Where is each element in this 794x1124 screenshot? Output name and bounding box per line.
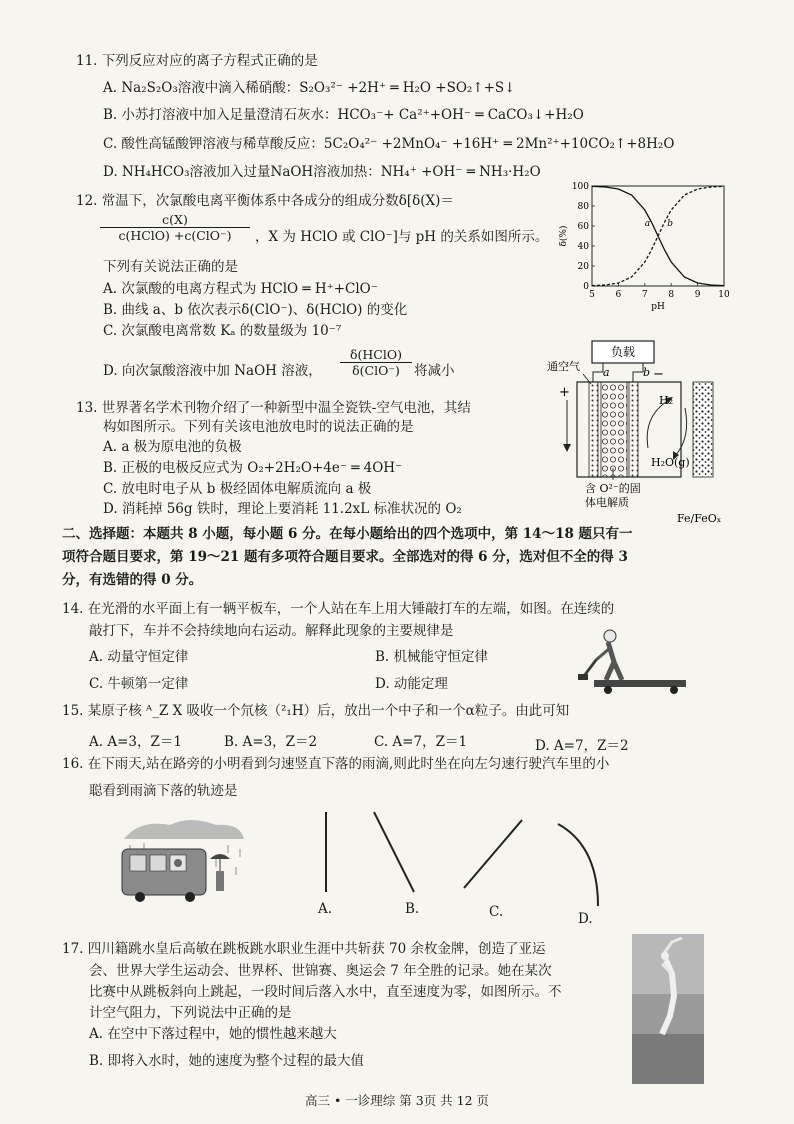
- q14-stem-2: 敲打下，车并不会持续地向右运动。解释此现象的主要规律是: [89, 623, 454, 639]
- q12-stem-3: 下列有关说法正确的是: [103, 259, 238, 275]
- q11-option-a: A. Na₂S₂O₃溶液中滴入稀硝酸：S₂O₃²⁻ +2H⁺ ═ H₂O +SO₂↑+S↓: [103, 80, 516, 96]
- cart-wheel-left: [604, 686, 612, 694]
- trajectory-d: [558, 824, 598, 906]
- cart-platform: [594, 680, 686, 687]
- person-head: [604, 630, 616, 642]
- q16-option-c-label: C.: [489, 904, 504, 920]
- solid-electrolyte: [601, 382, 627, 477]
- q12-option-a: A. 次氯酸的电离方程式为 HClO ═ H⁺+ClO⁻: [103, 281, 378, 297]
- electrolyte-label-1: 含 O²⁻的固: [585, 482, 641, 495]
- electrode-b-label: b: [643, 366, 651, 379]
- q15-stem: 15. 某原子核 ᴬ_Z X 吸收一个氘核（²₁H）后，放出一个中子和一个α粒子。由此可知: [62, 703, 570, 719]
- section2-line-1: 二、选择题：本题共 8 小题，每小题 6 分。在每小题给出的四个选项中，第 14～18 题只有一: [62, 526, 633, 542]
- q14-option-c: C. 牛顿第一定律: [89, 676, 189, 692]
- section2-line-2: 项符合题目要求，第 19～21 题有多项符合题目要求。全部选对的得 6 分，选对但不全的得 3: [62, 549, 628, 565]
- cart-wheel-right: [670, 686, 678, 694]
- q12-option-b: B. 曲线 a、b 依次表示δ(ClO⁻)、δ(HClO) 的变化: [103, 302, 408, 318]
- q12-fraction: [100, 212, 250, 243]
- q12-option-d-1: D. 向次氯酸溶液中加 NaOH 溶液，: [103, 363, 322, 379]
- q15-option-d: D. A=7，Z＝2: [535, 738, 629, 754]
- h2o-label: H₂O(g): [651, 456, 690, 469]
- q11-option-d: D. NH₄HCO₃溶液加入过量NaOH溶液加热：NH₄⁺ +OH⁻ ═ NH₃·H₂O: [103, 164, 541, 180]
- electrode-a: [589, 382, 598, 477]
- x-tick-label: 9: [694, 290, 701, 300]
- series-b-label: b: [667, 219, 674, 229]
- q17-stem-4: 计空气阻力，下列说法中正确的是: [89, 1005, 292, 1021]
- q14-option-d: D. 动能定理: [375, 676, 448, 692]
- trajectory-b: [374, 812, 414, 892]
- fe-feox-label: Fe/FeOₓ: [677, 512, 722, 525]
- q16-stem-1: 16. 在下雨天,站在路旁的小明看到匀速竖直下落的雨滴,则此时坐在向左匀速行驶汽车里的小: [62, 756, 610, 772]
- y-axis-label: δ(%): [559, 225, 569, 247]
- air-inlet-label: 通空气: [547, 360, 580, 373]
- q16-option-b-label: B.: [405, 901, 420, 917]
- passenger: [174, 859, 182, 867]
- y-tick-label: 100: [571, 182, 589, 192]
- q16-option-d-label: D.: [578, 911, 593, 927]
- y-tick-label: 80: [577, 202, 589, 212]
- electrode-a-label: a: [603, 366, 610, 379]
- q17-diver-photo: [632, 934, 704, 1084]
- q16-stem-2: 聪看到雨滴下落的轨迹是: [89, 783, 238, 799]
- minus-sign: −: [653, 367, 664, 382]
- q12-stem-2: ，X 为 HClO 或 ClO⁻]与 pH 的关系如图所示。: [255, 229, 549, 245]
- pedestrian: [216, 871, 224, 891]
- q15-option-c: C. A=7，Z＝1: [374, 734, 468, 750]
- q13-stem-2: 构如图所示。下列有关该电池放电时的说法正确的是: [103, 419, 414, 435]
- q17-stem-2: 会、世界大学生运动会、世界杯、世锦赛、奥运会 7 年全胜的记录。她在某次: [89, 963, 552, 979]
- q12-chart: [558, 178, 734, 316]
- q14-option-a: A. 动量守恒定律: [89, 649, 189, 665]
- h2-label: H₂: [659, 394, 674, 407]
- q15-option-b: B. A=3，Z＝2: [224, 734, 318, 750]
- plus-sign: +: [559, 385, 570, 400]
- q12-option-d-2: 将减小: [414, 363, 455, 379]
- x-tick-label: 5: [589, 290, 595, 300]
- q12-option-c: C. 次氯酸电离常数 Kₐ 的数量级为 10⁻⁷: [103, 323, 342, 339]
- bus-wheel-front: [135, 892, 145, 902]
- x-tick-label: 7: [641, 290, 648, 300]
- q14-option-b: B. 机械能守恒定律: [375, 649, 489, 665]
- load-label: 负载: [610, 345, 636, 359]
- electrode-b: [629, 382, 638, 477]
- q13-option-b: B. 正极的电极反应式为 O₂+2H₂O+4e⁻ ═ 4OH⁻: [103, 460, 403, 476]
- q12-fraction-denominator: c(HClO) +c(ClO⁻): [118, 228, 232, 243]
- q12-stem-1: 12. 常温下，次氯酸电离平衡体系中各成分的组成分数δ[δ(X)＝: [76, 193, 454, 209]
- fe-feox-block: [693, 382, 713, 477]
- section2-line-3: 分，有选错的得 0 分。: [62, 572, 203, 588]
- y-tick-label: 60: [577, 222, 589, 232]
- y-tick-label: 40: [577, 242, 589, 252]
- bus-wheel-rear: [185, 892, 195, 902]
- x-tick-label: 10: [718, 290, 730, 300]
- q14-cart-figure: [566, 626, 694, 696]
- q12-chart-svg: [558, 178, 734, 316]
- x-tick-label: 6: [615, 290, 622, 300]
- q15-option-a: A. A=3，Z＝1: [89, 734, 182, 750]
- q13-battery-diagram: [545, 338, 740, 528]
- page-footer: 高三 • 一诊理综 第 3页 共 12 页: [304, 1093, 490, 1108]
- q12-d-fraction-denominator: δ(ClO⁻): [352, 363, 400, 378]
- x-axis-label: pH: [651, 302, 665, 312]
- x-tick-label: 8: [668, 290, 675, 300]
- q13-option-d: D. 消耗掉 56g 铁时，理论上要消耗 11.2xL 标准状况的 O₂: [103, 501, 462, 517]
- y-tick-label: 0: [583, 282, 589, 292]
- q17-stem-3: 比赛中从跳板斜向上跳起，一段时间后落入水中，直至速度为零，如图所示。不: [89, 984, 562, 1000]
- q17-stem-1: 17. 四川籍跳水皇后高敏在跳板跳水职业生涯中共斩获 70 余枚金牌，创造了亚运: [62, 941, 546, 957]
- q13-option-a: A. a 极为原电池的负极: [103, 439, 242, 455]
- q12-d-fraction: [340, 347, 412, 378]
- q17-option-b: B. 即将入水时，她的速度为整个过程的最大值: [89, 1053, 365, 1069]
- hammer-head: [578, 674, 588, 680]
- series-b-line: [592, 186, 724, 285]
- q13-stem-1: 13. 世界著名学术刊物介绍了一种新型中温全瓷铁-空气电池，其结: [76, 400, 471, 416]
- q12-fraction-numerator: c(X): [100, 212, 250, 228]
- q12-d-fraction-numerator: δ(HClO): [340, 347, 412, 363]
- q11-option-b: B. 小苏打溶液中加入足量澄清石灰水：HCO₃⁻+ Ca²⁺+OH⁻ ═ CaCO₃↓+H₂O: [103, 107, 584, 123]
- y-tick-label: 20: [577, 262, 589, 272]
- q16-bus-figure: [120, 815, 248, 903]
- electrolyte-label-2: 体电解质: [585, 496, 629, 509]
- q16-option-a-label: A.: [318, 901, 333, 917]
- trajectory-c: [464, 820, 522, 888]
- q11-option-c: C. 酸性高锰酸钾溶液与稀草酸反应：5C₂O₄²⁻ +2MnO₄⁻ +16H⁺ ═ 2Mn²⁺+10CO₂↑+8H₂O: [103, 136, 675, 152]
- series-a-label: a: [644, 219, 651, 229]
- q11-stem: 11. 下列反应对应的离子方程式正确的是: [76, 53, 318, 69]
- q13-option-c: C. 放电时电子从 b 极经固体电解质流向 a 极: [103, 481, 372, 497]
- q14-stem-1: 14. 在光滑的水平面上有一辆平板车，一个人站在车上用大锤敲打车的左端，如图。在连续的: [62, 601, 615, 617]
- q17-option-a: A. 在空中下落过程中，她的惯性越来越大: [89, 1026, 337, 1042]
- q16-trajectories: [300, 810, 610, 920]
